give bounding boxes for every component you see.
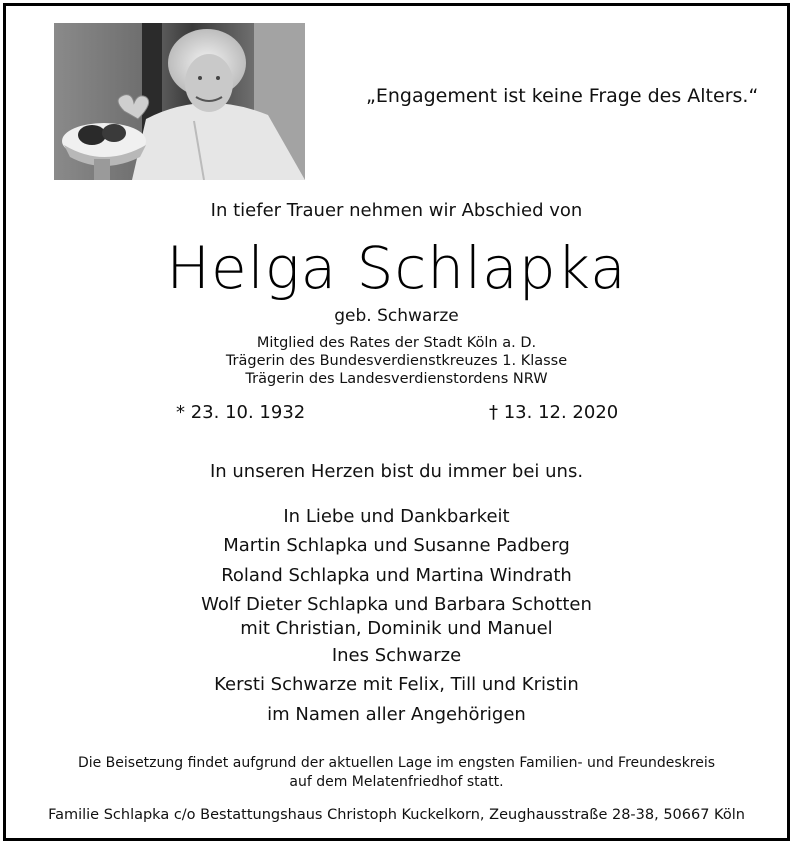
mourner-line: Roland Schlapka und Martina Windrath <box>221 564 572 586</box>
contact-address: Familie Schlapka c/o Bestattungshaus Christoph Kuckelkorn, Zeughausstraße 28-38, 50667 Köln <box>48 807 745 823</box>
mourner-line: Ines Schwarze <box>331 645 462 667</box>
funeral-notice <box>6 754 787 792</box>
honors-list <box>6 334 787 388</box>
deceased-name: Helga Schlapka <box>166 234 627 302</box>
portrait-photo <box>54 23 305 180</box>
motto-line: In unseren Herzen bist du immer bei uns. <box>209 461 584 482</box>
intro-line: In tiefer Trauer nehmen wir Abschied von <box>210 200 583 221</box>
honor-line: Trägerin des Landesverdienstordens NRW <box>245 371 548 387</box>
portrait-image <box>54 23 305 180</box>
quote-text: „Engagement ist keine Frage des Alters.“ <box>366 85 759 107</box>
mourner-line: Martin Schlapka und Susanne Padberg <box>223 535 570 557</box>
obituary-notice <box>3 3 790 841</box>
notice-line: Die Beisetzung findet aufgrund der aktuellen Lage im engsten Familien- und Freundeskreis <box>77 755 716 771</box>
mourner-line: In Liebe und Dankbarkeit <box>283 506 510 527</box>
mourners-list <box>6 502 787 729</box>
maiden-name: geb. Schwarze <box>334 306 459 326</box>
mourner-line: im Namen aller Angehörigen <box>267 703 526 725</box>
mourner-line: Kersti Schwarze mit Felix, Till und Kristin <box>214 674 579 696</box>
honor-line: Mitglied des Rates der Stadt Köln a. D. <box>256 335 537 351</box>
mourner-line: Wolf Dieter Schlapka und Barbara Schotten <box>201 594 592 616</box>
honor-line: Trägerin des Bundesverdienstkreuzes 1. Klasse <box>225 353 568 369</box>
mourner-line: mit Christian, Dominik und Manuel <box>240 617 553 639</box>
birth-date: * 23. 10. 1932 <box>176 402 306 423</box>
notice-line: auf dem Melatenfriedhof statt. <box>289 774 504 790</box>
death-date: † 13. 12. 2020 <box>489 402 619 423</box>
